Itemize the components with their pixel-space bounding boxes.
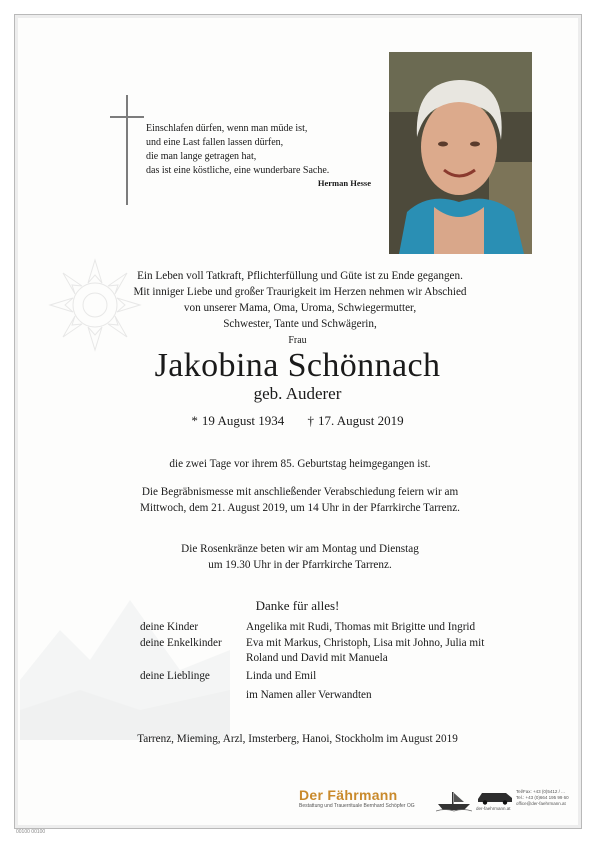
birth-symbol: * (191, 413, 198, 428)
portrait-photo (389, 52, 532, 254)
intro-line: von unserer Mama, Oma, Uroma, Schwiegermutter, (183, 302, 417, 314)
family-row (140, 688, 540, 704)
family-row (140, 669, 540, 685)
places-date: Tarrenz, Mieming, Arzl, Imsterberg, Hanoi, Stockholm im August 2019 (137, 733, 458, 745)
website-caption: der-faehrmann.at (476, 806, 511, 811)
intro-text (110, 268, 490, 332)
funeral-text (100, 484, 500, 516)
poem-line: die man lange getragen hat, (146, 151, 257, 162)
cross-icon-bar (110, 116, 144, 118)
death-date-value: 17. August 2019 (318, 413, 404, 428)
intro-line: Ein Leben voll Tatkraft, Pflichterfüllung und Güte ist zu Ende gegangen. (137, 270, 463, 282)
poem-author: Herman Hesse (317, 178, 371, 188)
rosary-text (100, 541, 500, 573)
death-date (308, 413, 404, 428)
birth-date-value: 19 August 1934 (201, 413, 285, 428)
cross-icon (126, 95, 128, 205)
death-symbol: † (307, 413, 314, 428)
family-label: deine Kinder (140, 621, 199, 633)
hearse-icon (476, 789, 514, 805)
document-id: 00100 00100 (16, 829, 46, 835)
contact-line: Tel.: +43 (0)664 195 99 60 (516, 795, 569, 800)
name-prefix: Frau (288, 335, 307, 346)
funeral-line: Die Begräbnismesse mit anschließender Verabschiedung feiern wir am (141, 486, 459, 498)
life-dates (0, 413, 595, 429)
contact-line: Tel/Fax: +43 (0)5412 / ... (516, 789, 565, 794)
brand-logo: Der Fährmann (299, 787, 398, 803)
family-names: Eva mit Markus, Christoph, Lisa mit Johno, Julia mit Roland und David mit Manuela (246, 636, 485, 664)
family-label (140, 688, 246, 704)
family-names: im Namen aller Verwandten (246, 689, 372, 701)
maiden-name: geb. Auderer (253, 384, 342, 403)
intro-line: Schwester, Tante und Schwägerin, (223, 318, 377, 330)
family-label: deine Lieblinge (140, 669, 210, 682)
brand-subtitle: Bestattung und Trauerrituale Bernhard Schöpfer OG (299, 803, 415, 809)
contact-line: office@der-faehrmann.at (516, 801, 566, 806)
rosary-line: um 19.30 Uhr in der Pfarrkirche Tarrenz. (208, 559, 392, 571)
thanks-heading: Danke für alles! (255, 598, 340, 613)
family-names: Linda und Emil (246, 669, 317, 682)
contact-info (516, 789, 580, 807)
passing-text: die zwei Tage vor ihrem 85. Geburtstag heimgegangen ist. (169, 458, 431, 470)
family-label: deine Enkelkinder (140, 636, 222, 649)
family-row (140, 636, 540, 667)
family-names: Angelika mit Rudi, Thomas mit Brigitte und Ingrid (246, 621, 476, 633)
intro-line: Mit inniger Liebe und großer Traurigkeit im Herzen nehmen wir Abschied (133, 286, 467, 298)
poem-line: Einschlafen dürfen, wenn man müde ist, (146, 123, 308, 134)
family-row (140, 620, 540, 636)
family-list (140, 620, 540, 704)
poem-line: und eine Last fallen lassen dürfen, (146, 137, 284, 148)
poem (146, 122, 371, 189)
boat-icon (436, 790, 472, 812)
poem-line: das ist eine köstliche, eine wunderbare Sache. (146, 165, 330, 176)
rosary-line: Die Rosenkränze beten wir am Montag und Dienstag (181, 543, 419, 555)
deceased-name: Jakobina Schönnach (154, 347, 441, 384)
funeral-line: Mittwoch, dem 21. August 2019, um 14 Uhr in der Pfarrkirche Tarrenz. (140, 502, 460, 514)
birth-date (191, 413, 284, 428)
